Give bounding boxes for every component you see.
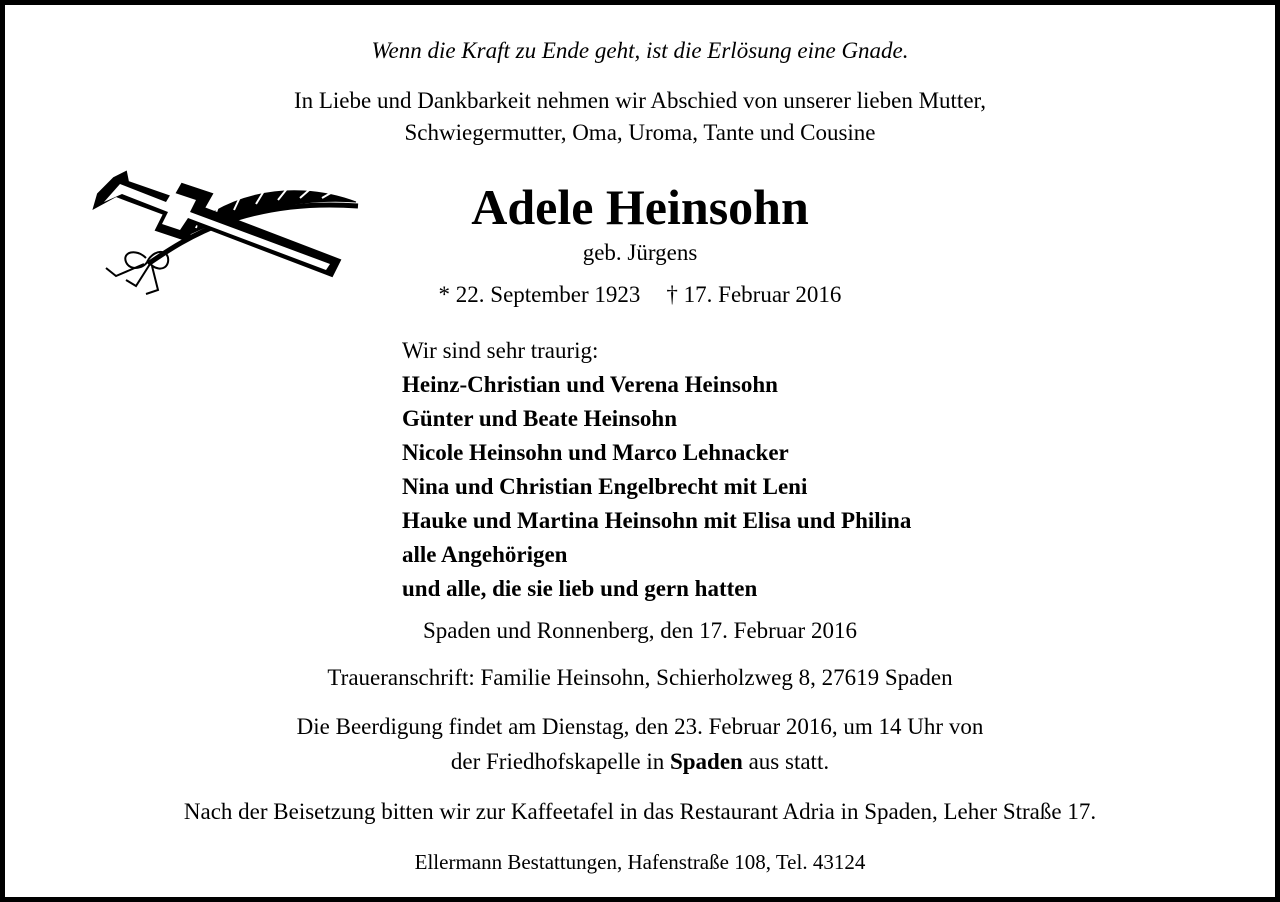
mourner-entry: Heinz-Christian und Verena Heinsohn [402, 372, 778, 397]
birth-date: * 22. September 1923 [438, 282, 641, 307]
place-and-date: Spaden und Ronnenberg, den 17. Februar 2016 [423, 618, 857, 643]
reception-note: Nach der Beisetzung bitten wir zur Kaffeetafel in das Restaurant Adria in Spaden, Leher Straße 17. [183, 799, 1097, 824]
funeral-place: Spaden [669, 749, 743, 774]
undertaker-info: Ellermann Bestattungen, Hafenstraße 108, Tel. 43124 [414, 850, 866, 874]
death-date: † 17. Februar 2016 [666, 282, 842, 307]
motto: Wenn die Kraft zu Ende geht, ist die Erlösung eine Gnade. [371, 38, 909, 63]
birth-name: geb. Jürgens [582, 240, 698, 265]
life-dates [0, 282, 1280, 308]
funeral-line-2-after: aus statt. [742, 749, 830, 774]
mourners-lead: Wir sind sehr traurig: [402, 338, 599, 363]
mourner-entry: Nina und Christian Engelbrecht mit Leni [402, 474, 808, 499]
funeral-line-1: Die Beerdigung findet am Dienstag, den 23. Februar 2016, um 14 Uhr von [296, 714, 984, 739]
mourner-entry: alle Angehörigen [402, 542, 568, 567]
intro-line-1: In Liebe und Dankbarkeit nehmen wir Abschied von unserer lieben Mutter, [293, 88, 987, 113]
intro-line-2: Schwiegermutter, Oma, Uroma, Tante und Cousine [404, 120, 876, 145]
mourners-list [402, 334, 911, 606]
mourner-entry: Günter und Beate Heinsohn [402, 406, 677, 431]
deceased-name: Adele Heinsohn [471, 179, 809, 235]
mourner-entry: Nicole Heinsohn und Marco Lehnacker [402, 440, 789, 465]
funeral-line-2 [0, 749, 1280, 775]
mourner-entry: und alle, die sie lieb und gern hatten [402, 576, 758, 601]
mourning-address: Traueranschrift: Familie Heinsohn, Schierholzweg 8, 27619 Spaden [327, 665, 953, 690]
funeral-line-2-before: der Friedhofskapelle in [450, 749, 670, 774]
mourner-entry: Hauke und Martina Heinsohn mit Elisa und Philina [402, 508, 912, 533]
